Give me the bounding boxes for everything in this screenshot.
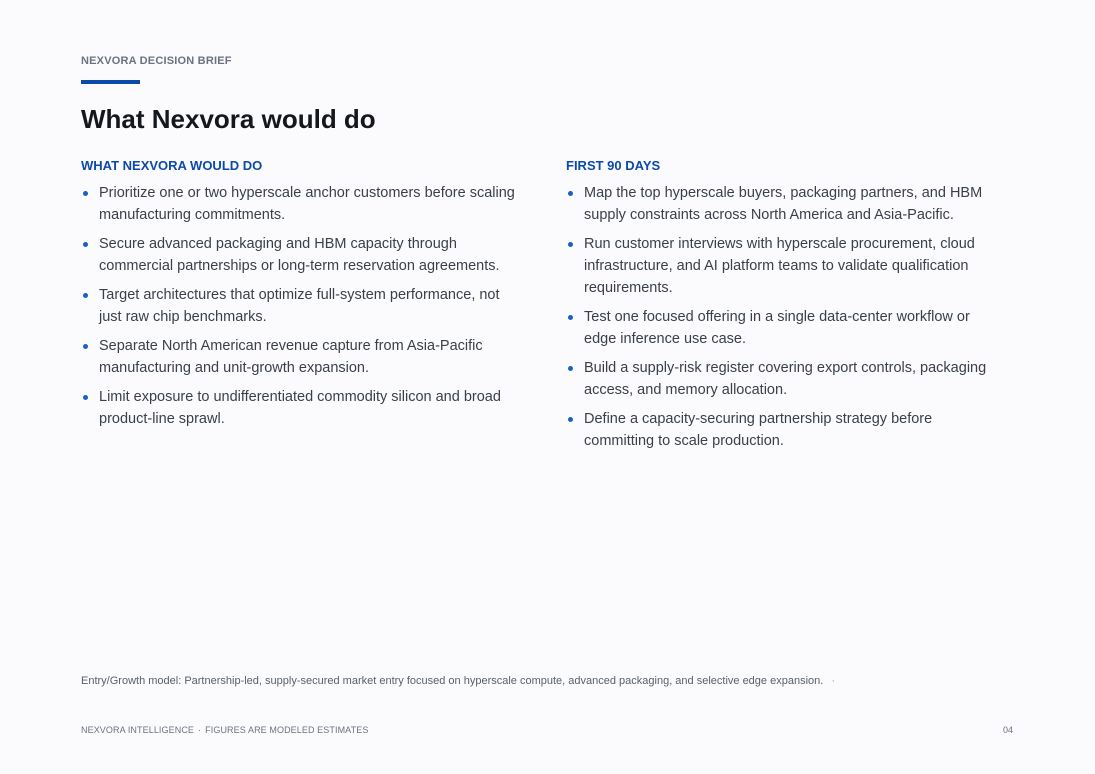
recommendations-column: [81, 158, 521, 437]
footnote-separator: ·: [831, 675, 835, 687]
footer-brand: NEXVORA INTELLIGENCE: [81, 725, 195, 735]
title-accent-bar: [81, 80, 140, 84]
bullet-dot-icon: [568, 191, 573, 196]
bullet-dot-icon: [568, 366, 573, 371]
list-item-text: Map the top hyperscale buyers, packaging partners, and HBM supply constraints across North America and Asia-Pacific.: [584, 185, 983, 223]
bullet-dot-icon: [568, 417, 573, 422]
list-item-text: Target architectures that optimize full-system performance, not just raw chip benchmarks.: [99, 287, 500, 325]
list-item: [566, 233, 1006, 299]
bullet-dot-icon: [83, 242, 88, 247]
list-item-text: Separate North American revenue capture from Asia-Pacific manufacturing and unit-growth expansion.: [99, 338, 483, 376]
list-item: [81, 233, 521, 277]
list-item-text: Build a supply-risk register covering export controls, packaging access, and memory allocation.: [584, 360, 987, 398]
list-item-text: Test one focused offering in a single data-center workflow or edge inference use case.: [584, 309, 970, 347]
list-item: [566, 357, 1006, 401]
list-item: [566, 306, 1006, 350]
list-item-text: Secure advanced packaging and HBM capacity through commercial partnerships or long-term reservation agreements.: [99, 236, 500, 274]
bullet-dot-icon: [83, 191, 88, 196]
list-item: [81, 386, 521, 430]
first-90-days-column: [566, 158, 1006, 459]
first-90-days-heading: FIRST 90 DAYS: [566, 158, 661, 173]
list-item: [81, 182, 521, 226]
list-item: [566, 182, 1006, 226]
page-title: What Nexvora would do: [81, 104, 376, 134]
bullet-dot-icon: [568, 242, 573, 247]
list-item-text: Run customer interviews with hyperscale procurement, cloud infrastructure, and AI platform teams to validate qualification requirements.: [584, 236, 975, 296]
first-90-days-list: [566, 182, 1006, 452]
page-footer: [81, 725, 368, 735]
list-item: [81, 335, 521, 379]
bullet-dot-icon: [568, 315, 573, 320]
list-item: [81, 284, 521, 328]
brief-eyebrow: NEXVORA DECISION BRIEF: [81, 55, 232, 67]
entry-model-footnote: [81, 675, 835, 687]
list-item-text: Define a capacity-securing partnership strategy before committing to scale production.: [584, 411, 933, 449]
list-item-text: Limit exposure to undifferentiated commodity silicon and broad product-line sprawl.: [99, 389, 501, 427]
bullet-dot-icon: [83, 395, 88, 400]
recommendations-list: [81, 182, 521, 430]
page-number: 04: [1002, 725, 1013, 735]
footnote-text: Entry/Growth model: Partnership-led, supply-secured market entry focused on hyperscale compute, advanced packaging, and selective edge expansion.: [81, 675, 824, 687]
recommendations-heading: WHAT NEXVORA WOULD DO: [81, 158, 263, 173]
footer-disclaimer: FIGURES ARE MODELED ESTIMATES: [205, 725, 369, 735]
list-item: [566, 408, 1006, 452]
footer-separator: ·: [198, 725, 202, 735]
list-item-text: Prioritize one or two hyperscale anchor customers before scaling manufacturing commitments.: [99, 185, 515, 223]
bullet-dot-icon: [83, 293, 88, 298]
bullet-dot-icon: [83, 344, 88, 349]
